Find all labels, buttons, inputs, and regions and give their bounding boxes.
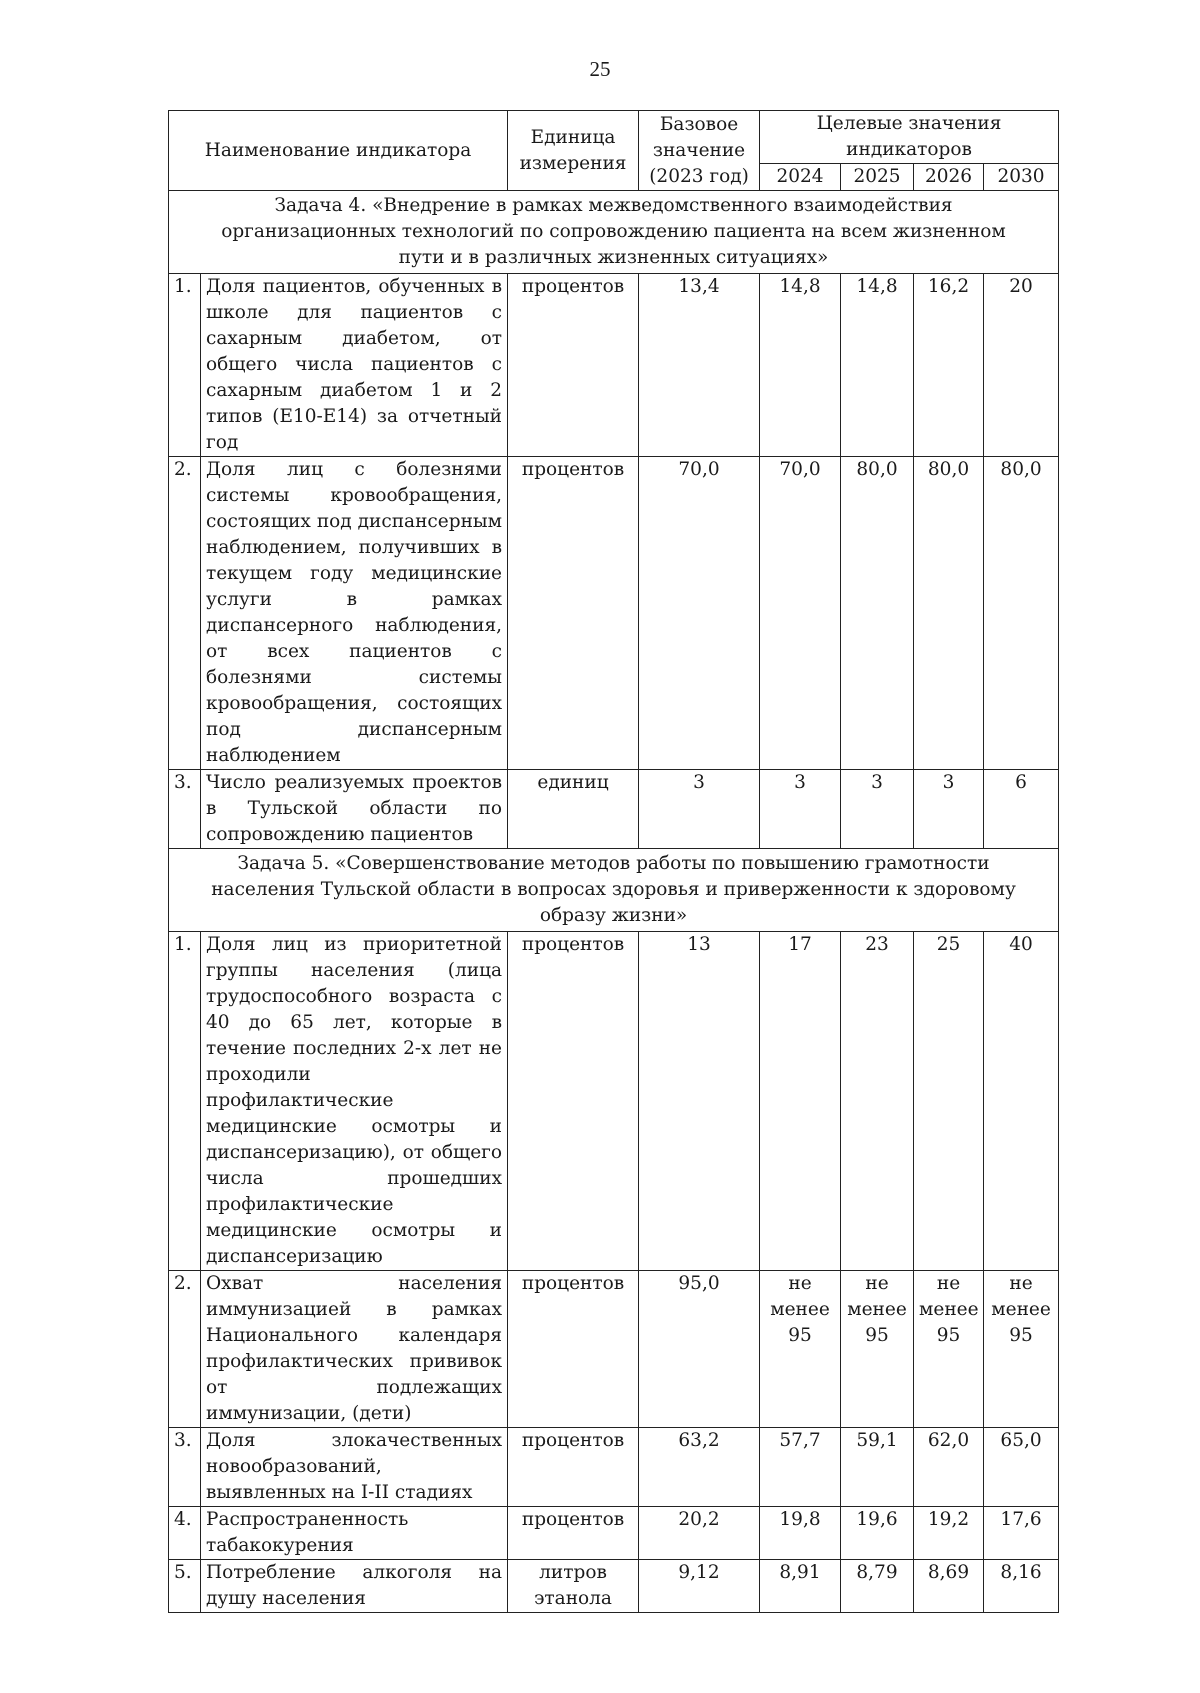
target-value-cell: 80,0 bbox=[914, 457, 984, 770]
header-year: 2024 bbox=[760, 164, 841, 191]
unit-cell: процентов bbox=[508, 274, 639, 457]
row-number: 5. bbox=[169, 1560, 201, 1613]
unit-cell: процентов bbox=[508, 1428, 639, 1507]
target-value-cell: 14,8 bbox=[841, 274, 914, 457]
base-value-cell: 20,2 bbox=[639, 1507, 760, 1560]
target-value-cell: 80,0 bbox=[984, 457, 1059, 770]
base-value-cell: 9,12 bbox=[639, 1560, 760, 1613]
table-row bbox=[169, 770, 1059, 849]
target-value-cell: 19,8 bbox=[760, 1507, 841, 1560]
indicator-name: Доля лиц с болезнями системы кровообращения, состоящих под диспансерным наблюдением, получивших в текущем году медицинские услуги в рамках диспансерного наблюдения, от всех пациентов с болезнями системы кровообращения, состоящих под диспансерным наблюдением bbox=[201, 457, 508, 770]
header-row bbox=[169, 111, 1059, 164]
table-row bbox=[169, 1428, 1059, 1507]
row-number: 4. bbox=[169, 1507, 201, 1560]
unit-cell: процентов bbox=[508, 1271, 639, 1428]
table-row bbox=[169, 932, 1059, 1271]
row-number: 1. bbox=[169, 274, 201, 457]
target-value-cell: 62,0 bbox=[914, 1428, 984, 1507]
target-value-cell: 23 bbox=[841, 932, 914, 1271]
task-section-title: Задача 4. «Внедрение в рамках межведомственного взаимодействия организационных технологий по сопровождению пациента на всем жизненном пути и в различных жизненных ситуациях» bbox=[169, 191, 1059, 274]
task-section-row bbox=[169, 191, 1059, 274]
indicator-name: Доля злокачественных новообразований, выявленных на I-II стадиях bbox=[201, 1428, 508, 1507]
row-number: 2. bbox=[169, 457, 201, 770]
target-value-cell: 40 bbox=[984, 932, 1059, 1271]
header-unit: Единица измерения bbox=[508, 111, 639, 191]
indicator-name: Число реализуемых проектов в Тульской области по сопровождению пациентов bbox=[201, 770, 508, 849]
indicator-name: Потребление алкоголя на душу населения bbox=[201, 1560, 508, 1613]
header-base-value: Базовое значение (2023 год) bbox=[639, 111, 760, 191]
task-section-row bbox=[169, 849, 1059, 932]
target-value-cell: 57,7 bbox=[760, 1428, 841, 1507]
header-year: 2025 bbox=[841, 164, 914, 191]
table-row bbox=[169, 457, 1059, 770]
header-indicator-name: Наименование индикатора bbox=[169, 111, 508, 191]
row-number: 3. bbox=[169, 770, 201, 849]
indicator-name: Распространенность табакокурения bbox=[201, 1507, 508, 1560]
target-value-cell: 59,1 bbox=[841, 1428, 914, 1507]
unit-cell: единиц bbox=[508, 770, 639, 849]
indicators-table bbox=[168, 110, 1059, 1613]
target-value-cell: 16,2 bbox=[914, 274, 984, 457]
base-value-cell: 63,2 bbox=[639, 1428, 760, 1507]
table-row bbox=[169, 1507, 1059, 1560]
base-value-cell: 13,4 bbox=[639, 274, 760, 457]
target-value-cell: не менее 95 bbox=[760, 1271, 841, 1428]
table-row bbox=[169, 1560, 1059, 1613]
row-number: 3. bbox=[169, 1428, 201, 1507]
task-section-title: Задача 5. «Совершенствование методов работы по повышению грамотности населения Тульской области в вопросах здоровья и приверженности к здоровому образу жизни» bbox=[169, 849, 1059, 932]
header-year: 2030 bbox=[984, 164, 1059, 191]
unit-cell: процентов bbox=[508, 457, 639, 770]
page-number: 25 bbox=[589, 57, 611, 81]
target-value-cell: 80,0 bbox=[841, 457, 914, 770]
base-value-cell: 3 bbox=[639, 770, 760, 849]
table-row bbox=[169, 274, 1059, 457]
target-value-cell: 14,8 bbox=[760, 274, 841, 457]
target-value-cell: не менее 95 bbox=[841, 1271, 914, 1428]
target-value-cell: 17,6 bbox=[984, 1507, 1059, 1560]
unit-cell: литров этанола bbox=[508, 1560, 639, 1613]
target-value-cell: 8,79 bbox=[841, 1560, 914, 1613]
target-value-cell: не менее 95 bbox=[914, 1271, 984, 1428]
target-value-cell: 3 bbox=[760, 770, 841, 849]
target-value-cell: 8,91 bbox=[760, 1560, 841, 1613]
base-value-cell: 13 bbox=[639, 932, 760, 1271]
target-value-cell: 19,6 bbox=[841, 1507, 914, 1560]
row-number: 1. bbox=[169, 932, 201, 1271]
indicator-name: Охват населения иммунизацией в рамках Национального календаря профилактических прививок от подлежащих иммунизации, (дети) bbox=[201, 1271, 508, 1428]
base-value-cell: 70,0 bbox=[639, 457, 760, 770]
header-target-values: Целевые значения индикаторов bbox=[760, 111, 1059, 164]
target-value-cell: 3 bbox=[841, 770, 914, 849]
unit-cell: процентов bbox=[508, 932, 639, 1271]
target-value-cell: 70,0 bbox=[760, 457, 841, 770]
header-year: 2026 bbox=[914, 164, 984, 191]
table-row bbox=[169, 1271, 1059, 1428]
unit-cell: процентов bbox=[508, 1507, 639, 1560]
target-value-cell: 17 bbox=[760, 932, 841, 1271]
indicator-name: Доля лиц из приоритетной группы населения (лица трудоспособного возраста с 40 до 65 лет, которые в течение последних 2-х лет не проходили профилактические медицинские осмотры и диспансеризацию), от общего числа прошедших профилактические медицинские осмотры и диспансеризацию bbox=[201, 932, 508, 1271]
base-value-cell: 95,0 bbox=[639, 1271, 760, 1428]
target-value-cell: 3 bbox=[914, 770, 984, 849]
target-value-cell: 19,2 bbox=[914, 1507, 984, 1560]
target-value-cell: 25 bbox=[914, 932, 984, 1271]
target-value-cell: 20 bbox=[984, 274, 1059, 457]
target-value-cell: не менее 95 bbox=[984, 1271, 1059, 1428]
indicator-name: Доля пациентов, обученных в школе для пациентов с сахарным диабетом, от общего числа пациентов с сахарным диабетом 1 и 2 типов (E10-E14) за отчетный год bbox=[201, 274, 508, 457]
target-value-cell: 8,16 bbox=[984, 1560, 1059, 1613]
target-value-cell: 6 bbox=[984, 770, 1059, 849]
target-value-cell: 65,0 bbox=[984, 1428, 1059, 1507]
target-value-cell: 8,69 bbox=[914, 1560, 984, 1613]
row-number: 2. bbox=[169, 1271, 201, 1428]
